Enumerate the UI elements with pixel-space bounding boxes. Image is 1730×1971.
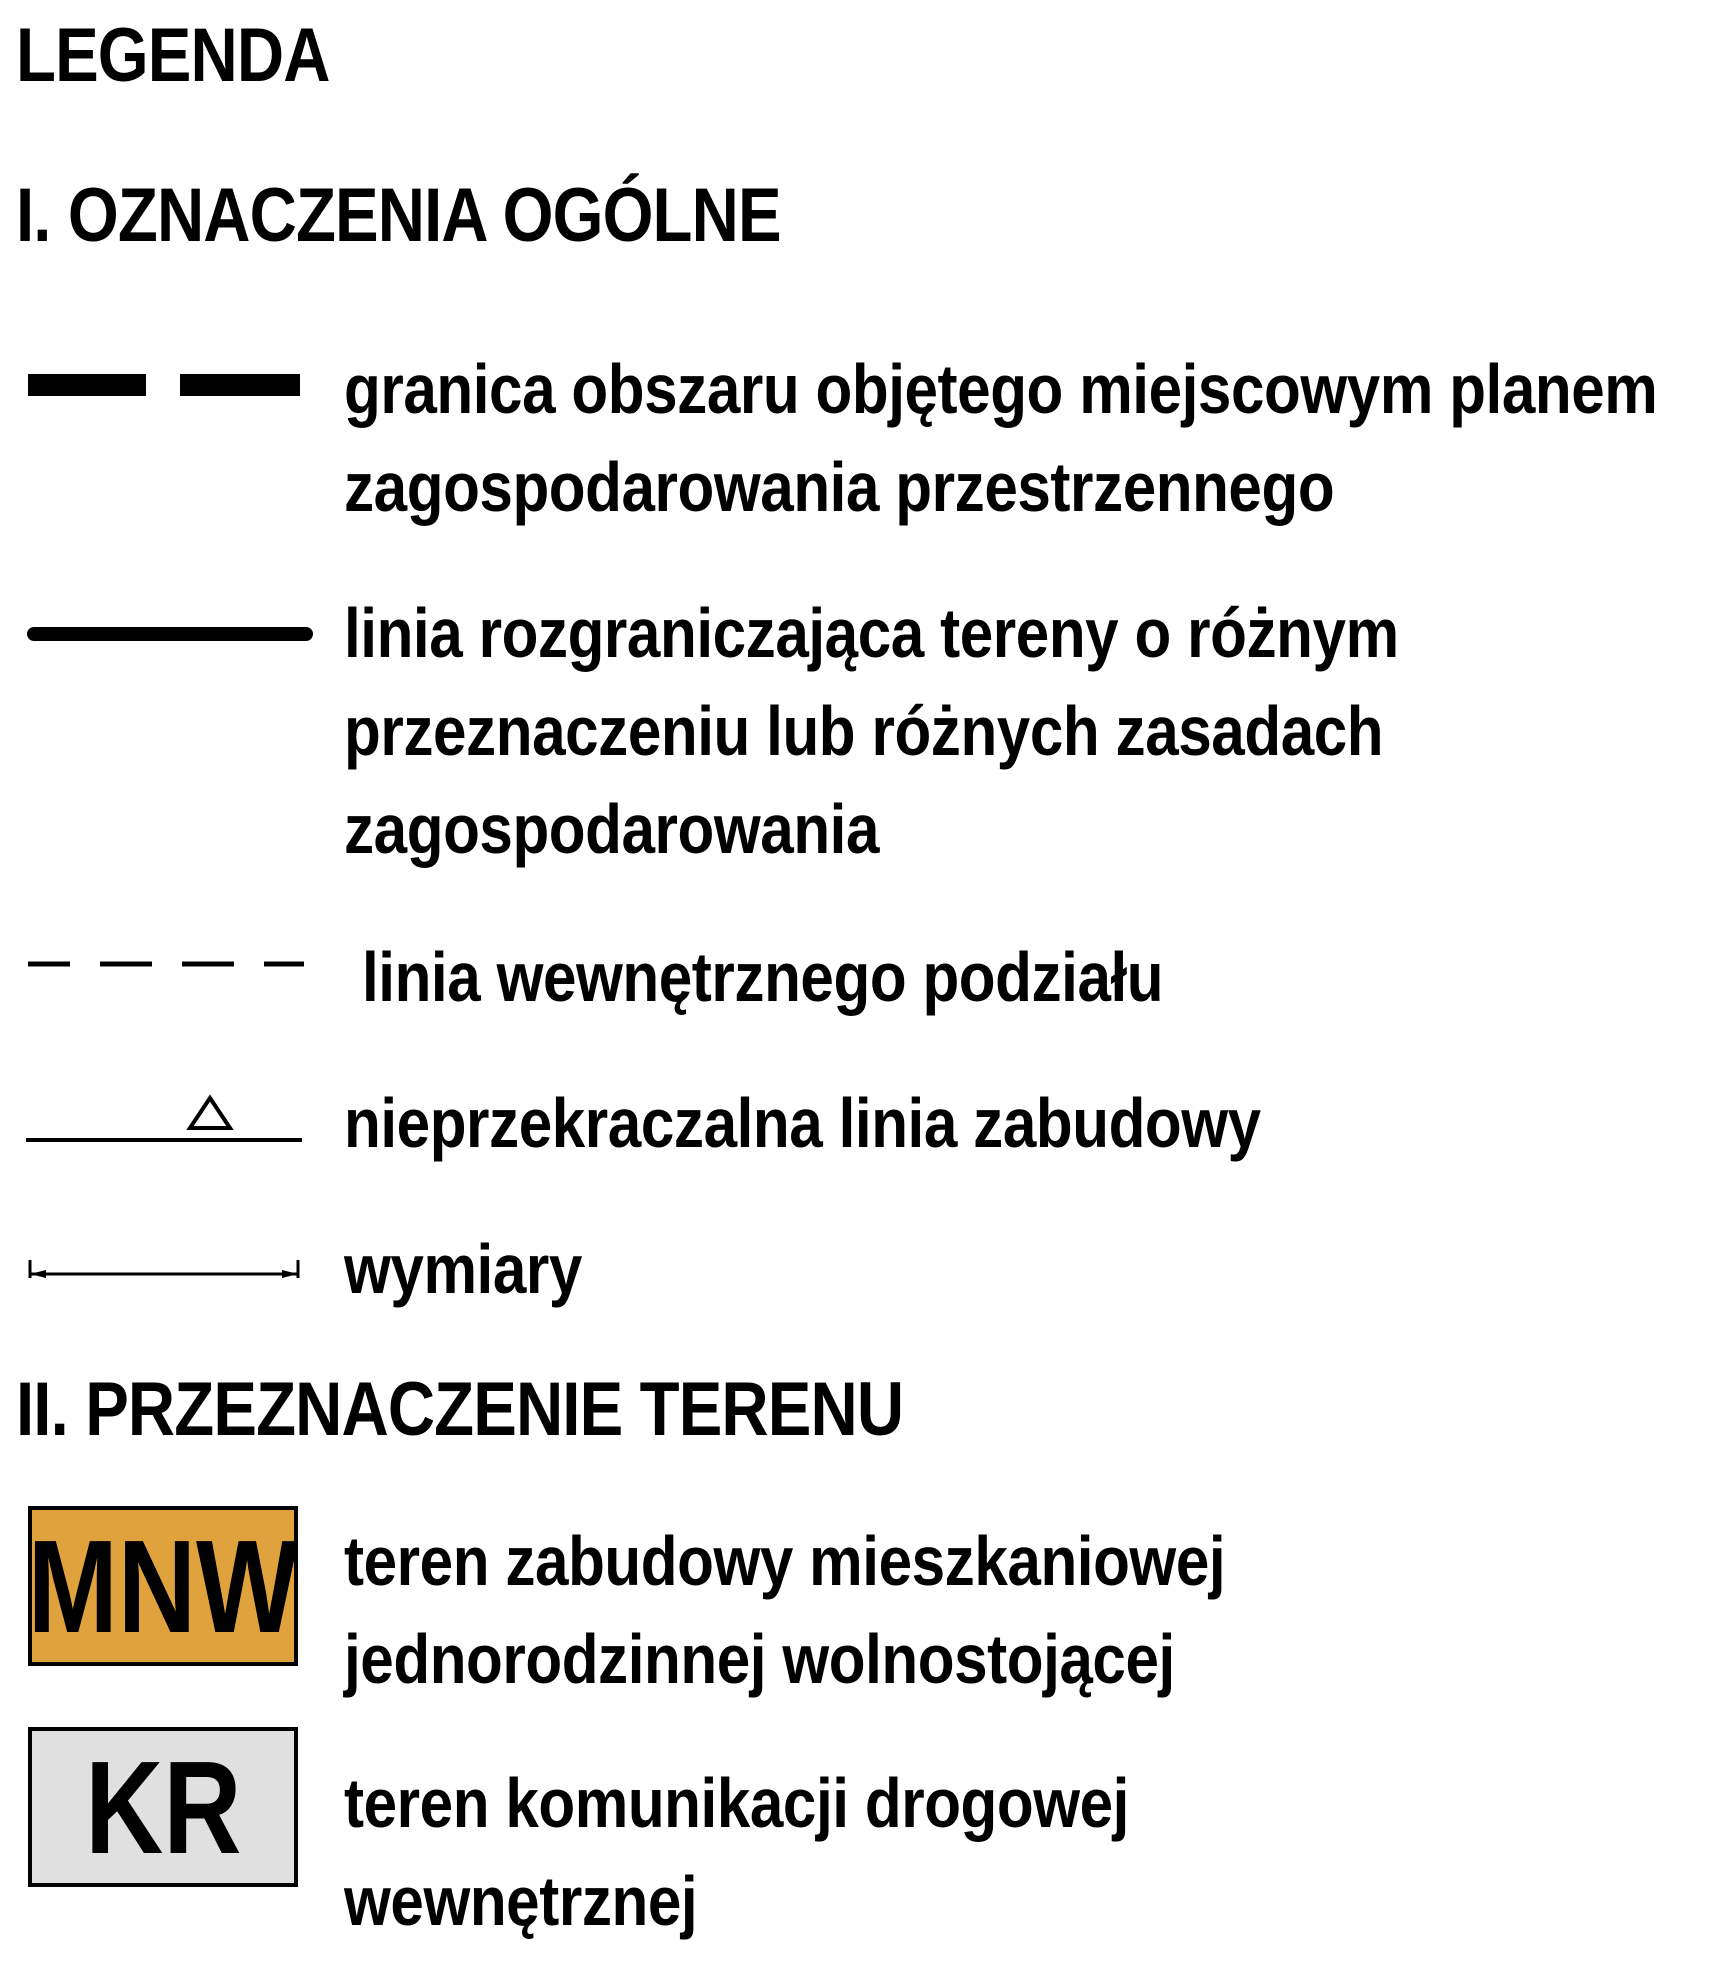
description-line: linia wewnętrznego podziału — [362, 938, 1164, 1016]
section-landuse-heading: II. PRZEZNACZENIE TERENU — [16, 1367, 904, 1452]
description-line: przeznaczeniu lub różnych zasadach — [344, 692, 1384, 770]
line-with-triangle-icon — [0, 1088, 320, 1158]
description-line: teren zabudowy mieszkaniowej — [344, 1522, 1226, 1600]
legend-title: LEGENDA — [16, 13, 330, 98]
legend-item-description — [344, 584, 1399, 878]
description-line: granica obszaru objętego miejscowym planem — [344, 350, 1658, 428]
legend-item-kr-description — [344, 1754, 1129, 1950]
description-line: zagospodarowania — [344, 790, 880, 868]
description-line: teren komunikacji drogowej — [344, 1764, 1129, 1842]
thin-dashed-line-icon — [0, 934, 320, 994]
description-line: zagospodarowania przestrzennego — [344, 448, 1335, 526]
thick-dashed-line-icon — [0, 350, 320, 410]
legend-item-mnw-description — [344, 1512, 1225, 1708]
section-general-heading: I. OZNACZENIA OGÓLNE — [16, 173, 781, 258]
description-line: linia rozgraniczająca tereny o różnym — [344, 594, 1399, 672]
zone-code-kr: KR — [28, 1727, 298, 1887]
legend-item-description — [344, 1220, 582, 1318]
legend-item-description — [344, 1074, 1261, 1172]
legend-item-description — [344, 340, 1657, 536]
legend-item-description — [362, 928, 1163, 1026]
dimension-line-icon — [0, 1240, 320, 1300]
description-line: wewnętrznej — [344, 1862, 698, 1940]
description-line: jednorodzinnej wolnostojącej — [344, 1620, 1175, 1698]
description-line: wymiary — [344, 1230, 582, 1308]
zone-code-mnw: MNW — [28, 1506, 298, 1666]
description-line: nieprzekraczalna linia zabudowy — [344, 1084, 1261, 1162]
solid-line-icon — [0, 604, 320, 664]
